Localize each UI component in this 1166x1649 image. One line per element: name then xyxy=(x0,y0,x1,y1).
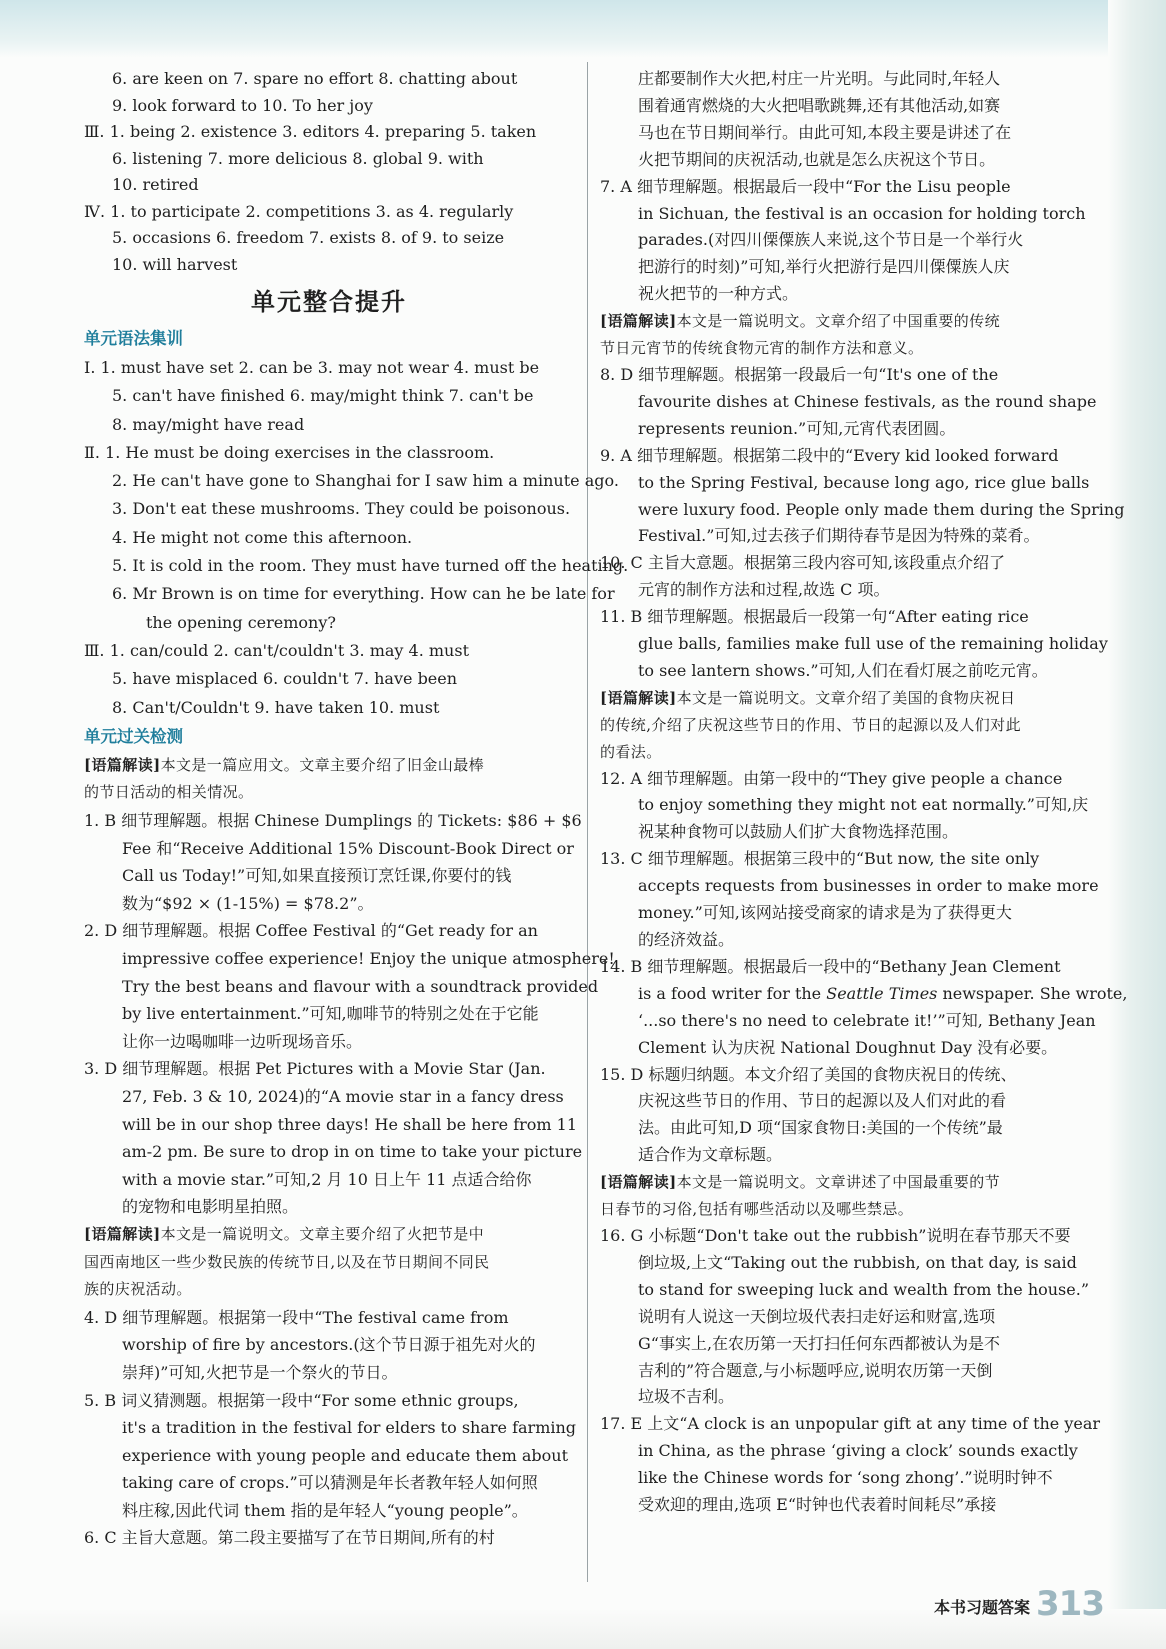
answer-line: is a food writer for the Seattle Times newspaper. She wrote, xyxy=(638,983,1128,1003)
answer-line: represents reunion.”可知,元宵代表团圆。 xyxy=(638,418,956,438)
answer-line: 数为“$92 × (1-15%) = $78.2”。 xyxy=(122,893,374,913)
left-column xyxy=(84,66,629,1552)
answer-line: experience with young people and educate them about xyxy=(122,1445,569,1465)
answer-line: 5. have misplaced 6. couldn't 7. have been xyxy=(112,669,458,689)
answer-line: to see lantern shows.”可知,人们在看灯展之前吃元宵。 xyxy=(638,660,1048,680)
passage-note: 的节日活动的相关情况。 xyxy=(84,783,254,802)
passage-note: 节日元宵节的传统食物元宵的制作方法和意义。 xyxy=(600,339,924,358)
column-divider xyxy=(587,62,588,1582)
footer-label: 本书习题答案 xyxy=(934,1598,1031,1617)
answer-line: 15. D 标题归纳题。本文介绍了美国的食物庆祝日的传统、 xyxy=(600,1064,1017,1084)
answer-line: Try the best beans and flavour with a soundtrack provided xyxy=(122,976,599,996)
answer-line: to stand for sweeping luck and wealth from the house.” xyxy=(638,1279,1089,1299)
answer-line: 7. A 细节理解题。根据最后一段中“For the Lisu people xyxy=(600,176,1011,196)
answer-line: 火把节期间的庆祝活动,也就是怎么庆祝这个节日。 xyxy=(638,149,996,169)
answer-line: impressive coffee experience! Enjoy the unique atmosphere! xyxy=(122,949,615,969)
answer-line: accepts requests from businesses in order to make more xyxy=(638,876,1099,896)
answer-line: 的宠物和电影明星拍照。 xyxy=(122,1197,299,1217)
answer-line: 2. D 细节理解题。根据 Coffee Festival 的“Get ready for an xyxy=(84,921,538,941)
right-decorative-band xyxy=(1108,0,1166,1649)
answer-line: 2. He can't have gone to Shanghai for I saw him a minute ago. xyxy=(112,471,619,491)
answer-line: the opening ceremony? xyxy=(146,612,336,632)
answer-line: 适合作为文章标题。 xyxy=(638,1145,783,1165)
answer-line: 9. A 细节理解题。根据第二段中的“Every kid looked forward xyxy=(600,445,1059,465)
newspaper-title: Seattle Times xyxy=(826,983,938,1003)
answer-line: money.”可知,该网站接受商家的请求是为了获得更大 xyxy=(638,903,1012,923)
answer-line: in Sichuan, the festival is an occasion for holding torch xyxy=(638,203,1086,223)
answer-line: 4. D 细节理解题。根据第一段中“The festival came from xyxy=(84,1307,509,1327)
answer-line: 12. A 细节理解题。由第一段中的“They give people a chance xyxy=(600,768,1063,788)
answer-line: worship of fire by ancestors.(这个节日源于祖先对火的 xyxy=(122,1335,536,1355)
answer-line: 3. Don't eat these mushrooms. They could be poisonous. xyxy=(112,499,571,519)
answer-line: 9. look forward to 10. To her joy xyxy=(112,95,373,115)
passage-note: 国西南地区一些少数民族的传统节日,以及在节日期间不同民 xyxy=(84,1252,490,1271)
answer-line: 16. G 小标题“Don't take out the rubbish”说明在春节那天不要 xyxy=(600,1225,1071,1245)
answer-line: were luxury food. People only made them during the Spring xyxy=(638,499,1125,519)
answer-line: 庄都要制作大火把,村庄一片光明。与此同时,年轻人 xyxy=(638,69,1001,88)
answer-line: will be in our shop three days! He shall be here from 11 xyxy=(122,1114,578,1134)
answer-line: Clement 认为庆祝 National Doughnut Day 没有必要。 xyxy=(638,1037,1058,1057)
answer-line: 让你一边喝咖啡一边听现场音乐。 xyxy=(122,1031,363,1051)
answer-line: in China, as the phrase ‘giving a clock’ sounds exactly xyxy=(638,1441,1078,1461)
answer-line: 说明有人说这一天倒垃圾代表扫走好运和财富,选项 xyxy=(638,1306,996,1326)
note-tag: [语篇解读] xyxy=(600,312,677,331)
answer-line: it's a tradition in the festival for elders to share farming xyxy=(122,1418,577,1438)
answer-line: 5. occasions 6. freedom 7. exists 8. of 9. to seize xyxy=(112,228,505,247)
answer-line: glue balls, families make full use of the remaining holiday xyxy=(638,634,1108,654)
answer-line: 27, Feb. 3 & 10, 2024)的“A movie star in a fancy dress xyxy=(122,1086,564,1106)
answer-line: parades.(对四川傈僳族人来说,这个节日是一个举行火 xyxy=(638,230,1024,250)
answer-line: by live entertainment.”可知,咖啡节的特别之处在于它能 xyxy=(122,1004,539,1024)
answer-line: 元宵的制作方法和过程,故选 C 项。 xyxy=(638,580,890,600)
passage-note: 族的庆祝活动。 xyxy=(84,1280,192,1299)
right-column xyxy=(600,66,1128,1519)
answer-line: Ⅳ. 1. to participate 2. competitions 3. as 4. regularly xyxy=(84,201,514,221)
answer-line: 庆祝这些节日的作用、节日的起源以及人们对此的看 xyxy=(638,1091,1007,1111)
answer-line: Ⅱ. 1. He must be doing exercises in the classroom. xyxy=(84,442,495,462)
answer-line: 6. are keen on 7. spare no effort 8. chatting about xyxy=(112,69,518,88)
passage-note: [语篇解读]本文是一篇说明文。文章主要介绍了火把节是中 xyxy=(84,1224,485,1243)
answer-line: like the Chinese words for ‘song zhong’.”说明时钟不 xyxy=(638,1468,1053,1488)
answer-line: 祝某种食物可以鼓励人们扩大食物选择范围。 xyxy=(638,822,959,842)
answer-line: 把游行的时刻)”可知,举行火把游行是四川傈僳族人庆 xyxy=(638,257,1010,277)
answer-line: ‘...so there's no need to celebrate it!’”可知, Bethany Jean xyxy=(638,1010,1096,1030)
answer-line: 1. B 细节理解题。根据 Chinese Dumplings 的 Tickets: $86 + $6 xyxy=(84,811,582,831)
passage-note: 的看法。 xyxy=(600,742,662,761)
answer-line: taking care of crops.”可以猜测是年长者教年轻人如何照 xyxy=(122,1473,538,1493)
answer-line: Call us Today!”可知,如果直接预订烹饪课,你要付的钱 xyxy=(122,866,512,886)
subsection-heading-grammar: 单元语法集训 xyxy=(84,329,183,348)
answer-line: 8. may/might have read xyxy=(112,414,305,434)
answer-line: 5. It is cold in the room. They must have turned off the heating. xyxy=(112,556,629,576)
answer-line: 6. C 主旨大意题。第二段主要描写了在节日期间,所有的村 xyxy=(84,1528,495,1548)
page-footer xyxy=(934,1584,1104,1624)
note-tag: [语篇解读] xyxy=(600,688,677,707)
page-number: 313 xyxy=(1036,1584,1104,1624)
answer-line: 受欢迎的理由,选项 E“时钟也代表着时间耗尽”承接 xyxy=(638,1495,997,1515)
answer-line: 5. can't have finished 6. may/might think 7. can't be xyxy=(112,386,534,406)
answer-line: to enjoy something they might not eat normally.”可知,庆 xyxy=(638,795,1089,815)
answer-line: Ⅰ. 1. must have set 2. can be 3. may not wear 4. must be xyxy=(84,358,540,377)
answer-line: 马也在节日期间举行。由此可知,本段主要是讲述了在 xyxy=(638,122,1012,142)
answer-line: 吉利的”符合题意,与小标题呼应,说明农历第一天倒 xyxy=(638,1360,993,1380)
note-tag: [语篇解读] xyxy=(84,1224,161,1243)
answer-line: 3. D 细节理解题。根据 Pet Pictures with a Movie Star (Jan. xyxy=(84,1059,546,1079)
passage-note: [语篇解读]本文是一篇说明文。文章介绍了中国重要的传统 xyxy=(600,312,1001,331)
passage-note: 日春节的习俗,包括有哪些活动以及哪些禁忌。 xyxy=(600,1200,914,1219)
answer-line: 料庄稼,因此代词 them 指的是年轻人“young people”。 xyxy=(122,1500,528,1520)
section-title: 单元整合提升 xyxy=(251,288,407,316)
answer-line: 6. Mr Brown is on time for everything. How can he be late for xyxy=(112,584,615,604)
answer-line: 崇拜)”可知,火把节是一个祭火的节日。 xyxy=(122,1362,398,1382)
answer-line: am-2 pm. Be sure to drop in on time to take your picture xyxy=(122,1142,583,1162)
answer-line: 6. listening 7. more delicious 8. global 9. with xyxy=(112,148,484,168)
answer-line: 14. B 细节理解题。根据最后一段中的“Bethany Jean Clement xyxy=(600,956,1061,976)
passage-note: [语篇解读]本文是一篇应用文。文章主要介绍了旧金山最棒 xyxy=(84,755,485,774)
answer-line: 11. B 细节理解题。根据最后一段第一句“After eating rice xyxy=(600,607,1029,627)
answer-line: favourite dishes at Chinese festivals, as the round shape xyxy=(638,391,1097,411)
answer-line: 8. D 细节理解题。根据第一段最后一句“It's one of the xyxy=(600,364,999,384)
answer-line: 13. C 细节理解题。根据第三段中的“But now, the site only xyxy=(600,849,1040,869)
answer-line: 垃圾不吉利。 xyxy=(638,1387,735,1407)
answer-line: 5. B 词义猜测题。根据第一段中“For some ethnic groups, xyxy=(84,1390,519,1410)
answer-line: 17. E 上文“A clock is an unpopular gift at any time of the year xyxy=(600,1414,1101,1434)
answer-line: with a movie star.”可知,2 月 10 日上午 11 点适合给你 xyxy=(122,1169,532,1189)
answer-line: Ⅲ. 1. can/could 2. can't/couldn't 3. may 4. must xyxy=(84,640,469,660)
answer-line: Ⅲ. 1. being 2. existence 3. editors 4. preparing 5. taken xyxy=(84,122,537,141)
answer-line: G“事实上,在农历第一天打扫任何东西都被认为是不 xyxy=(638,1333,1001,1353)
answer-line: 倒垃圾,上文“Taking out the rubbish, on that day, is said xyxy=(638,1252,1077,1272)
subsection-heading-test: 单元过关检测 xyxy=(84,726,183,746)
answer-line: 4. He might not come this afternoon. xyxy=(112,527,413,547)
answer-line: 10. will harvest xyxy=(112,254,238,274)
answer-line: 的经济效益。 xyxy=(638,930,735,949)
note-tag: [语篇解读] xyxy=(84,755,161,774)
answer-line: 10. C 主旨大意题。根据第三段内容可知,该段重点介绍了 xyxy=(600,553,1005,573)
answer-line: Festival.”可知,过去孩子们期待春节是因为特殊的菜肴。 xyxy=(638,526,1040,546)
passage-note: [语篇解读]本文是一篇说明文。文章介绍了美国的食物庆祝日 xyxy=(600,688,1016,707)
answer-line: Fee 和“Receive Additional 15% Discount-Book Direct or xyxy=(122,838,574,858)
answer-line: 10. retired xyxy=(112,175,199,194)
top-decorative-band xyxy=(0,0,1166,58)
passage-note: [语篇解读]本文是一篇说明文。文章讲述了中国最重要的节 xyxy=(600,1173,1001,1192)
answer-line: 围着通宵燃烧的大火把唱歌跳舞,还有其他活动,如赛 xyxy=(638,95,1001,115)
answer-line: 法。由此可知,D 项“国家食物日:美国的一个传统”最 xyxy=(638,1118,1003,1138)
passage-note: 的传统,介绍了庆祝这些节日的作用、节日的起源以及人们对此 xyxy=(600,715,1021,734)
answer-line: 祝火把节的一种方式。 xyxy=(638,284,799,304)
note-tag: [语篇解读] xyxy=(600,1173,677,1192)
answer-line: 8. Can't/Couldn't 9. have taken 10. must xyxy=(112,697,440,717)
answer-line: to the Spring Festival, because long ago, rice glue balls xyxy=(638,472,1090,492)
